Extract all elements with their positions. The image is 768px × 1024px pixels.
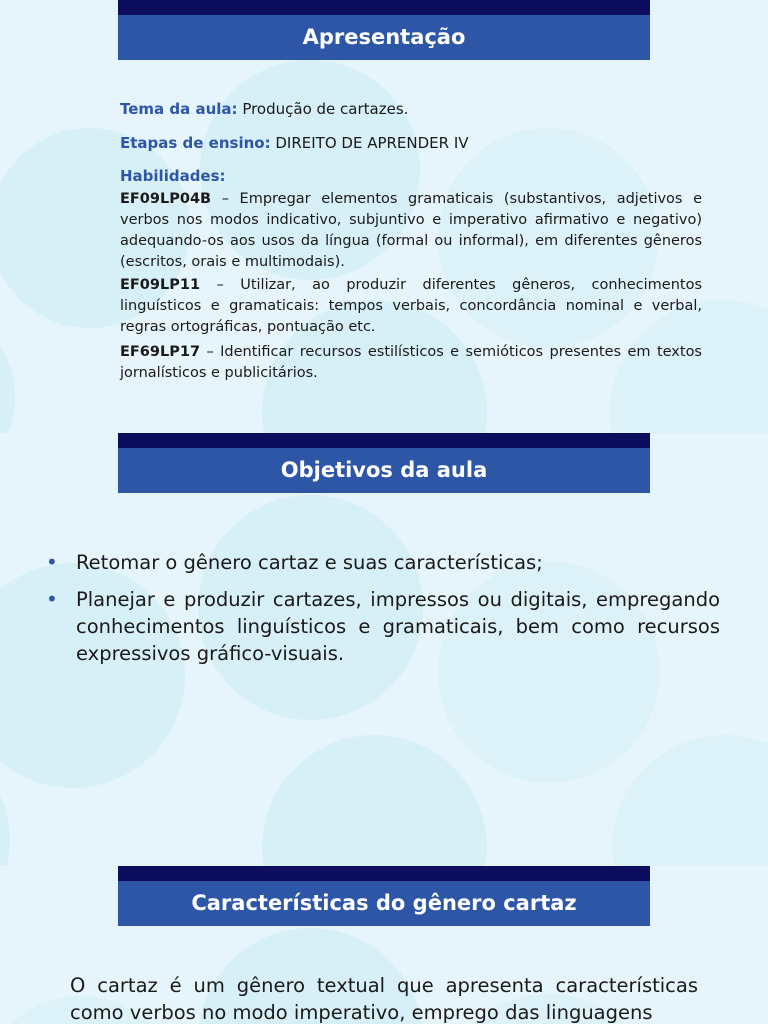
bullet-icon: • — [46, 587, 58, 611]
objectives-list — [46, 549, 720, 677]
tema-line — [120, 99, 702, 119]
skill-item — [120, 342, 702, 384]
list-item — [46, 586, 720, 667]
decor-circle — [0, 300, 15, 433]
habilidades-line — [120, 166, 702, 186]
tema-value: Produção de cartazes. — [237, 100, 409, 118]
bullet-icon: • — [46, 550, 58, 574]
skill-code: EF69LP17 — [120, 344, 201, 360]
presentation-slide — [0, 0, 768, 433]
header-dark-stripe — [118, 433, 650, 448]
etapas-line — [120, 133, 702, 153]
characteristics-header — [118, 866, 650, 926]
characteristics-title: Características do gênero cartaz — [118, 881, 650, 926]
list-item-text: Retomar o gênero cartaz e suas características; — [76, 551, 543, 574]
objectives-header — [118, 433, 650, 493]
etapas-label: Etapas de ensino: — [120, 134, 271, 152]
skill-text: – Empregar elementos gramaticais (substantivos, adjetivos e verbos nos modos indicativo, subjuntivo e imperativo afirmativo e negativo) adequando-os aos usos da língua (formal ou informal), em diferentes gêneros (escritos, orais e multimodais). — [120, 191, 702, 270]
objectives-title: Objetivos da aula — [118, 448, 650, 493]
skill-code: EF09LP04B — [120, 191, 212, 207]
header-dark-stripe — [118, 0, 650, 15]
skill-item — [120, 189, 702, 273]
presentation-header — [118, 0, 650, 60]
list-item — [46, 549, 720, 576]
decor-circle — [612, 735, 768, 866]
list-item-text: Planejar e produzir cartazes, impressos ou digitais, empregando conhecimentos linguísticos e gramaticais, bem como recursos expressivos gráfico-visuais. — [76, 588, 720, 665]
tema-label: Tema da aula: — [120, 100, 238, 118]
objectives-slide — [0, 433, 768, 866]
header-dark-stripe — [118, 866, 650, 881]
characteristics-slide — [0, 866, 768, 1024]
skill-text: – Utilizar, ao produzir diferentes gêneros, conhecimentos linguísticos e gramaticais: tempos verbais, concordância nominal e verbal, regras ortográficas, pontuação etc. — [120, 277, 702, 335]
presentation-title: Apresentação — [118, 15, 650, 60]
skill-text: – Identificar recursos estilísticos e semióticos presentes em textos jornalísticos e publicitários. — [120, 344, 702, 381]
skill-item — [120, 275, 702, 338]
habilidades-label: Habilidades: — [120, 167, 226, 185]
decor-circle — [262, 735, 487, 866]
etapas-value: DIREITO DE APRENDER IV — [270, 134, 469, 152]
skill-code: EF09LP11 — [120, 277, 201, 293]
characteristics-paragraph: O cartaz é um gênero textual que apresenta características como verbos no modo imperativo, emprego das linguagens — [70, 974, 698, 1024]
